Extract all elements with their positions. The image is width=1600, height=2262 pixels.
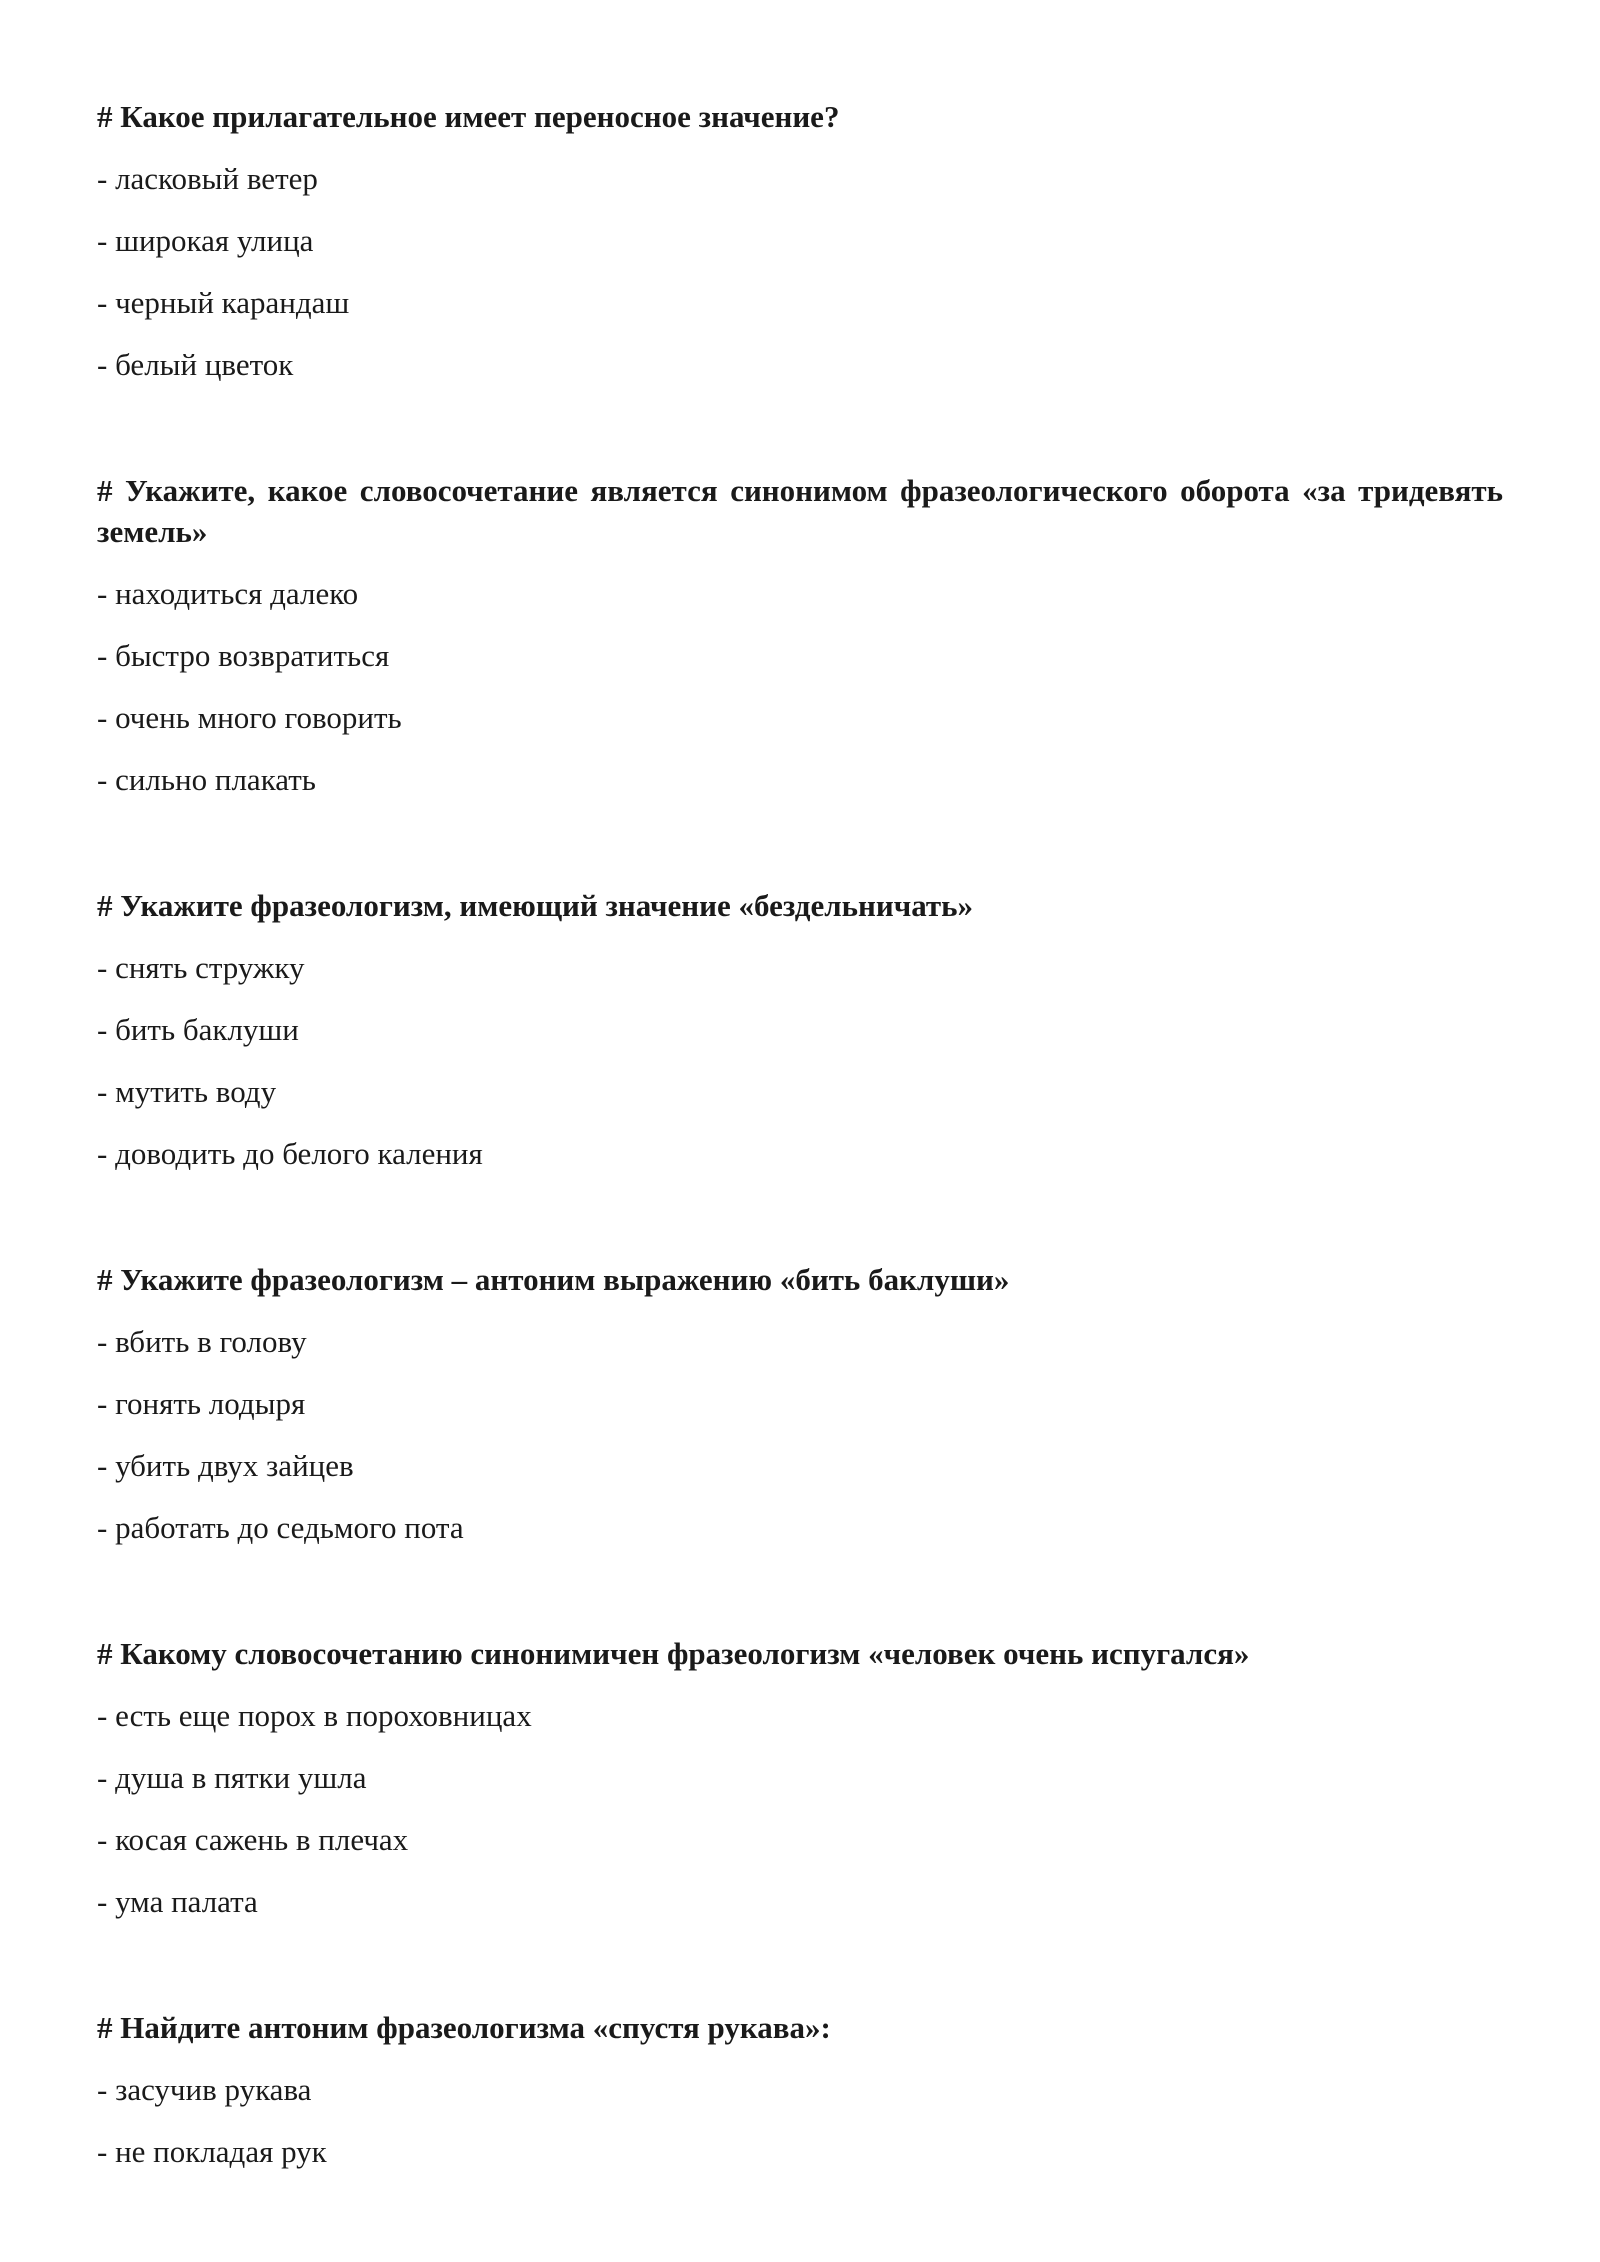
answer-option: - мутить воду [97,1074,277,1109]
answer-option: - вбить в голову [97,1324,307,1359]
answer-option: - ласковый ветер [97,161,318,196]
question-text: # Укажите фразеологизм – антоним выражению «бить баклуши» [97,1262,1010,1297]
answer-option: - широкая улица [97,223,314,258]
answer-option: - доводить до белого каления [97,1136,483,1171]
answer-option: - работать до седьмого пота [97,1510,464,1545]
question-text: # Укажите, какое словосочетание является синонимом фразеологического оборота «за тридевять земель» [97,473,1503,549]
question-block [97,96,1503,385]
answer-option: - белый цветок [97,347,294,382]
answer-option: - засучив рукава [97,2072,312,2107]
question-text: # Какое прилагательное имеет переносное значение? [97,99,840,134]
answer-option: - убить двух зайцев [97,1448,354,1483]
answer-option: - косая сажень в плечах [97,1822,409,1857]
question-block [97,1633,1503,1922]
question-block [97,1259,1503,1548]
question-block [97,885,1503,1174]
answer-option: - быстро возвратиться [97,638,390,673]
answer-option: - очень много говорить [97,700,402,735]
answer-option: - черный карандаш [97,285,350,320]
answer-option: - ума палата [97,1884,258,1919]
answer-option: - находиться далеко [97,576,359,611]
question-block [97,470,1503,800]
answer-option: - гонять лодыря [97,1386,306,1421]
answer-option: - сильно плакать [97,762,316,797]
question-text: # Какому словосочетанию синонимичен фразеологизм «человек очень испугался» [97,1636,1250,1671]
question-block [97,2007,1503,2172]
answer-option: - бить баклуши [97,1012,299,1047]
answer-option: - душа в пятки ушла [97,1760,367,1795]
question-text: # Укажите фразеологизм, имеющий значение «бездельничать» [97,888,974,923]
answer-option: - не покладая рук [97,2134,327,2169]
answer-option: - есть еще порох в пороховницах [97,1698,532,1733]
question-text: # Найдите антоним фразеологизма «спустя рукава»: [97,2010,831,2045]
answer-option: - снять стружку [97,950,305,985]
